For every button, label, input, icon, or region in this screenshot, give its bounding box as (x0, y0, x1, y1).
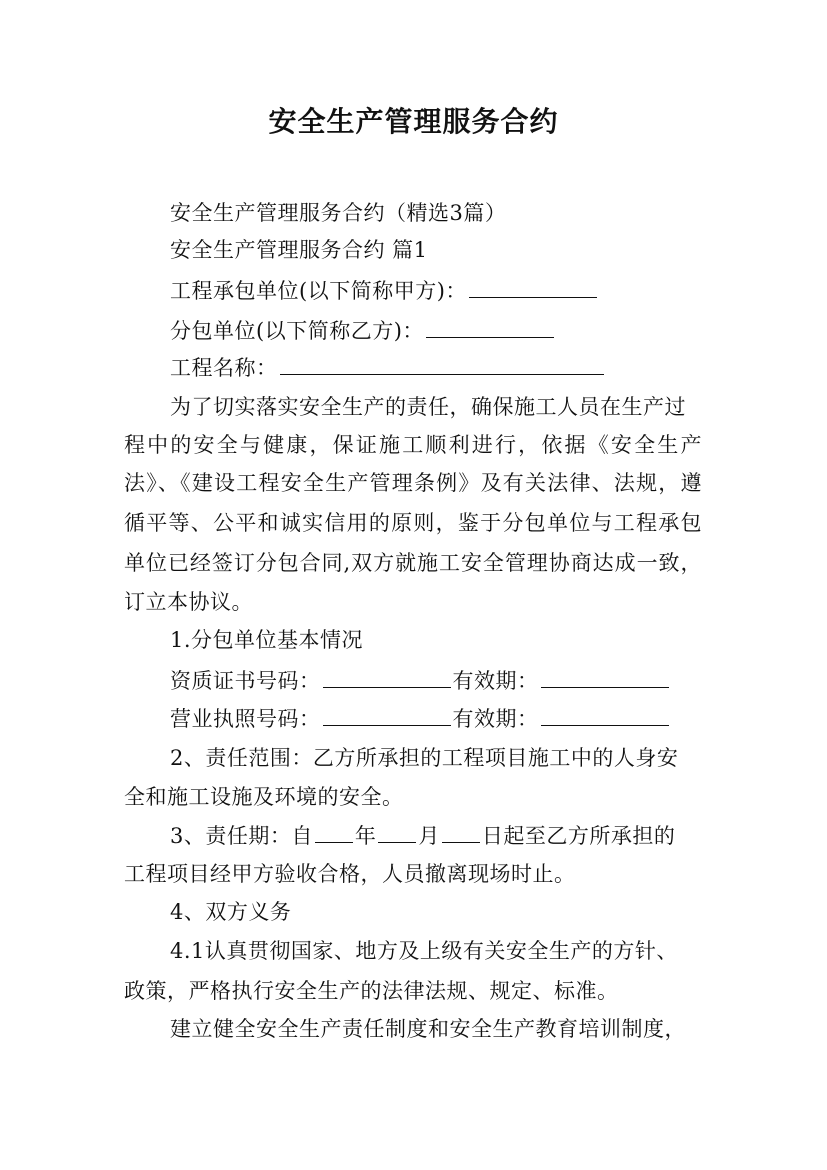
license-label: 营业执照号码： (170, 707, 321, 731)
para1-line2: 程中的安全与健康，保证施工顺利进行，依据《安全生产 (124, 433, 702, 457)
project-name-blank (280, 352, 604, 375)
subtitle-selected: 安全生产管理服务合约（精选3篇） (170, 201, 507, 225)
section41-line1: 4.1认真贯彻国家、地方及上级有关安全生产的方针、 (170, 939, 678, 963)
month-blank (378, 820, 416, 843)
qualification-label: 资质证书号码： (170, 669, 321, 693)
license-blank (323, 703, 451, 726)
document-title: 安全生产管理服务合约 (268, 105, 559, 138)
section3-line2: 工程项目经甲方验收合格，人员撤离现场时止。 (124, 862, 576, 886)
section41-line2: 政策，严格执行安全生产的法律法规、规定、标准。 (124, 979, 619, 1003)
license-valid-label: 有效期： (452, 707, 539, 731)
month-label: 月 (418, 824, 440, 848)
year-blank (315, 820, 353, 843)
section3-line1 (170, 820, 675, 851)
para1-line3: 法》、《建设工程安全生产管理条例》及有关法律、法规，遵 (124, 471, 702, 495)
para1-line1: 为了切实落实安全生产的责任，确保施工人员在生产过 (170, 395, 686, 419)
party-a-label: 工程承包单位(以下简称甲方)： (170, 279, 467, 303)
qualification-line (170, 665, 671, 696)
project-name-label: 工程名称： (170, 356, 278, 380)
party-a-line (170, 275, 599, 306)
party-b-label: 分包单位(以下简称乙方)： (170, 319, 424, 343)
project-name-line (170, 352, 606, 383)
period-to-label: 日起至乙方所承担的 (481, 824, 676, 848)
qualification-valid-label: 有效期： (452, 669, 539, 693)
day-blank (442, 820, 480, 843)
article-heading: 安全生产管理服务合约 篇1 (170, 238, 428, 262)
period-from-label: 3、责任期：自 (170, 824, 313, 848)
license-valid-blank (541, 703, 669, 726)
section1-heading: 1.分包单位基本情况 (170, 628, 364, 652)
section2-line2: 全和施工设施及环境的安全。 (124, 785, 404, 809)
year-label: 年 (354, 824, 377, 848)
section2-line1: 2、责任范围：乙方所承担的工程项目施工中的人身安 (170, 746, 679, 770)
party-b-blank (426, 315, 554, 338)
para1-line5: 单位已经签订分包合同,双方就施工安全管理协商达成一致， (124, 551, 702, 575)
section4-heading: 4、双方义务 (170, 900, 292, 924)
qualification-valid-blank (541, 665, 669, 688)
party-a-blank (469, 275, 597, 298)
para1-line4: 循平等、公平和诚实信用的原则，鉴于分包单位与工程承包 (124, 511, 702, 535)
party-b-line (170, 315, 556, 346)
section41-line3: 建立健全安全生产责任制度和安全生产教育培训制度， (170, 1017, 686, 1041)
para1-line6: 订立本协议。 (124, 590, 253, 614)
qualification-blank (323, 665, 451, 688)
license-line (170, 703, 671, 734)
